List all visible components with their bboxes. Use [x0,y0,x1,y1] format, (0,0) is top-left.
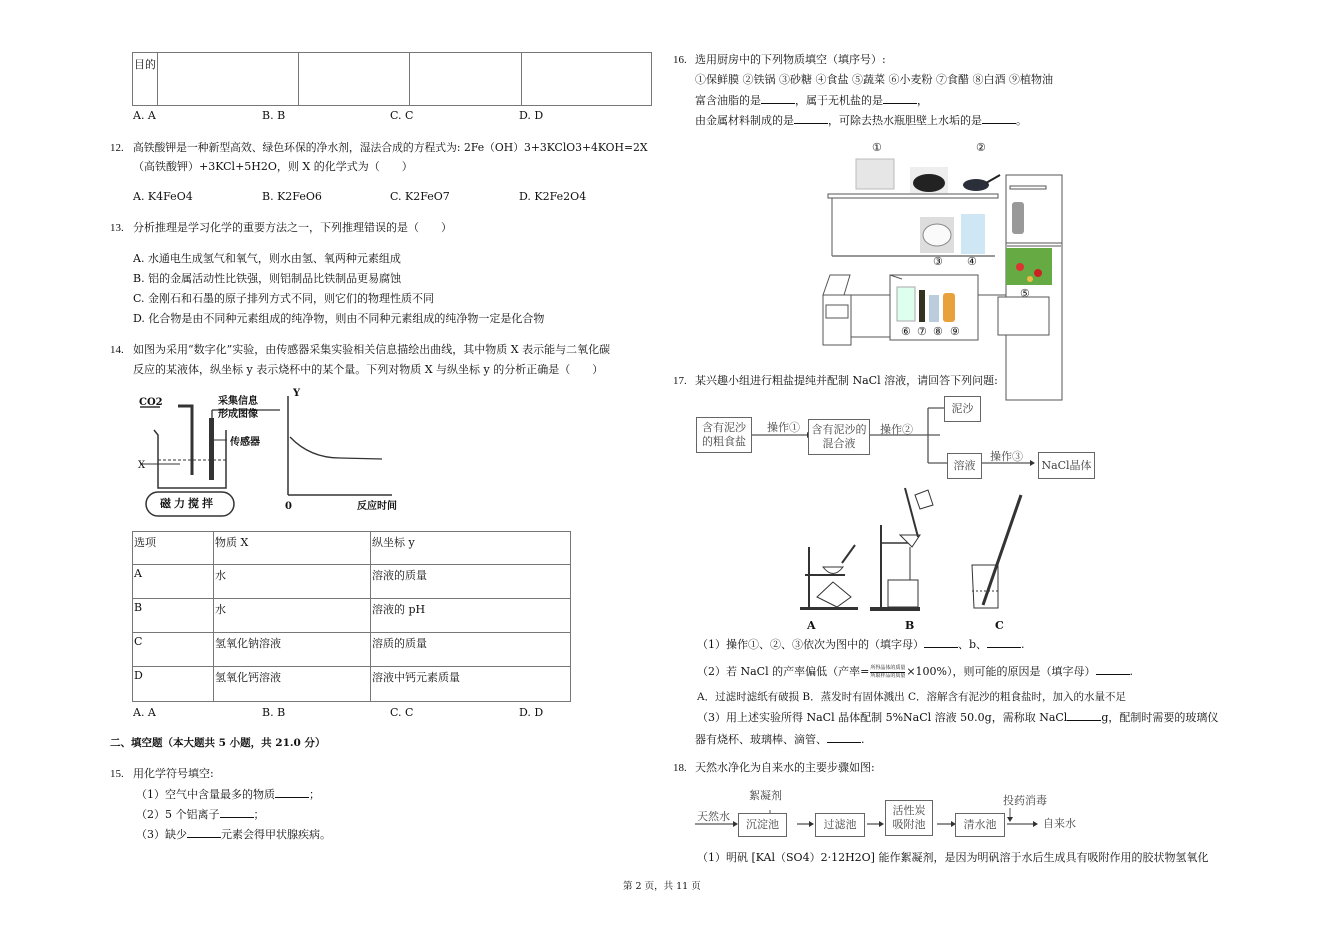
sub-question-text: （3）缺少 [136,828,187,841]
option-a: A. A [133,109,156,122]
flow-box: 含有泥沙的混合液 [808,419,870,455]
table-cell: 目的 [133,53,158,106]
question-stem: （高铁酸钾）+3KCl+5H2O，则 X 的化学式为（ ） [133,160,413,173]
answer-blank[interactable] [924,637,958,648]
item-label: ④ [967,255,977,268]
question-number: 14. [110,344,124,356]
answer-blank[interactable] [883,93,917,104]
q14-table [132,531,571,702]
flow-box: NaCl晶体 [1038,452,1095,479]
y-axis-label: Y [293,388,301,399]
flow-label: 操作② [880,423,913,436]
sub-question-text: 器有烧杯、玻璃棒、滴管、 [695,733,827,746]
option-c: C. 金刚石和石墨的原子排列方式不同，则它们的物理性质不同 [133,292,435,305]
sub-question-text: 富含油脂的是 [695,94,761,107]
sub-question-text: 。 [1016,114,1027,127]
sub-question [136,807,265,822]
table-row [133,565,571,599]
sub-question-text: ×100%），则可能的原因是（填字母） [906,665,1096,678]
flow-box: 沉淀池 [738,813,787,837]
item-label: ② [976,141,986,154]
sub-question-text: （1）操作①、②、③依次为图中的（填字母） [697,638,924,651]
option-b: B. 铝的金属活动性比铁强，则铝制品比铁制品更易腐蚀 [133,272,402,285]
table-header: 选项 [133,532,214,565]
lab-apparatus-figure [765,485,1035,615]
sub-question [136,827,331,842]
flow-box: 溶液 [947,453,982,479]
table-cell: 溶液的 pH [371,599,571,633]
flow-box-text: 活性炭 [892,804,926,817]
question-stem: 分析推理是学习化学的重要方法之一，下列推理错误的是（ ） [133,221,452,234]
question-stem: 高铁酸钾是一种新型高效、绿色环保的净水剂，湿法合成的方程式为: 2Fe（OH）3+3KClO3+4KOH=2X [133,141,648,154]
answer-blank[interactable] [275,787,309,798]
sub-question [695,93,928,108]
table-cell: 氢氧化钠溶液 [214,633,371,667]
option-b: B. K2FeO6 [262,190,322,203]
answer-choices: A．过滤时滤纸有破损 B．蒸发时有固体溅出 C．溶解含有泥沙的粗食盐时，加入的水量不足 [697,691,1127,703]
option-d: D. K2Fe2O4 [519,190,587,203]
question-stem: 如图为采用“数字化”实验，由传感器采集实验相关信息描绘出曲线，其中物质 X 表示能与二氧化碳 [133,343,611,356]
option-a: A. A [133,706,156,719]
question-stem: 天然水净化为自来水的主要步骤如图: [695,761,875,774]
sub-question-text: 由金属材料制成的是 [695,114,794,127]
question-number: 12. [110,142,124,154]
answer-blank[interactable] [827,732,861,743]
question-number: 17. [673,375,687,387]
sub-question-text: ； [309,788,320,801]
item-label: ⑧ [933,325,943,338]
option-c: C. C [390,109,414,122]
answer-blank[interactable] [761,93,795,104]
flow-box: 过滤池 [815,813,865,837]
sub-question-text: （1）空气中含量最多的物质 [136,788,275,801]
table-row [133,633,571,667]
sub-question-text: （3）用上述实验所得 NaCl 晶体配制 5%NaCl 溶液 50.0g，需称取 NaCl [697,711,1068,724]
sub-question: （1）明矾 [KAl（SO4）2·12H2O] 能作絮凝剂，是因为明矾溶于水后生成具有吸附作用的胶状物氢氧化 [697,851,1209,864]
option-c: C. C [390,706,414,719]
table-cell: B [133,599,214,633]
option-a: A. K4FeO4 [133,190,193,203]
table-header: 物质 X [214,532,371,565]
flow-label: 絮凝剂 [749,789,782,802]
page-footer: 第 2 页，共 11 页 [623,881,701,892]
option-d: D. D [519,109,544,122]
sub-question-text: . [1129,665,1134,678]
table-cell: 氢氧化钙溶液 [214,667,371,702]
item-label: ⑤ [1020,287,1030,300]
option-a: A. 水通电生成氢气和氧气，则水由氢、氧两种元素组成 [133,252,401,265]
flow-box: 清水池 [955,813,1005,837]
sub-question-text: 、b、 [958,638,988,651]
sub-question [697,664,1133,680]
apparatus-label-a: A [807,619,816,632]
stirrer-label: 磁力搅拌 [160,497,216,510]
sub-question-text: ，可除去热水瓶胆壁上水垢的是 [828,114,982,127]
answer-blank[interactable] [187,827,221,838]
section-heading: 二、填空题（本大题共 5 小题，共 21.0 分） [110,737,326,749]
flow-label: 操作① [767,421,800,434]
co2-label: CO2 [139,397,163,408]
answer-blank[interactable] [982,113,1016,124]
sub-question-text: ； [253,808,265,821]
question-stem: 反应的某液体，纵坐标 y 表示烧杯中的某个量。下列对物质 X 与纵坐标 y 的分析正确是（ ） [133,363,604,376]
fraction-numerator: 所得晶体的质量 [870,664,906,671]
sub-question-text: （2）若 NaCl 的产率偏低（产率= [697,665,870,678]
sub-question-text: . [861,733,865,746]
apparatus-label-c: C [995,619,1004,632]
option-b: B. B [262,109,286,122]
x-label: X [138,460,146,471]
figure-label: 形成图像 [218,409,258,420]
sub-question [697,710,1218,725]
x-axis-label: 反应时间 [357,501,397,512]
item-label: ③ [933,255,943,268]
fraction-denominator: 所取样品的质量 [870,672,906,679]
table-cell: 溶液的质量 [371,565,571,599]
item-label: ⑨ [950,325,960,338]
flow-box [885,800,933,836]
sub-question [695,113,1027,128]
item-label: ⑥ [901,325,911,338]
table-cell: 水 [214,565,371,599]
sub-question-text: ，属于无机盐的是 [795,94,883,107]
origin-label: 0 [285,501,292,512]
question-number: 18. [673,762,687,774]
item-label: ⑦ [917,325,927,338]
answer-blank[interactable] [794,113,828,124]
table-header: 纵坐标 y [371,532,571,565]
sub-question-text: ， [917,94,928,107]
table-cell: A [133,565,214,599]
flow-box: 泥沙 [944,396,981,422]
question-number: 15. [110,768,124,780]
flow-label: 自来水 [1043,817,1076,830]
option-d: D. D [519,706,544,719]
table-cell: 水 [214,599,371,633]
answer-blank[interactable] [1067,710,1101,721]
apparatus-label-b: B [905,619,915,632]
flow-box-text: 吸附池 [892,818,926,831]
table-cell: 溶液中钙元素质量 [371,667,571,702]
answer-blank[interactable] [220,807,254,818]
sub-question [695,732,865,747]
sub-question-text: . [1021,638,1025,651]
option-c: C. K2FeO7 [390,190,450,203]
question-stem: 选用厨房中的下列物质填空（填序号）: [695,53,886,66]
flow-box: 含有泥沙的粗食盐 [696,417,752,453]
yield-fraction [870,665,905,680]
table-cell: D [133,667,214,702]
question-stem: 用化学符号填空: [133,767,214,780]
sub-question [697,637,1025,652]
table-row [133,599,571,633]
question-number: 16. [673,54,687,66]
flow-label: 天然水 [697,810,730,823]
sub-question-text: g，配制时需要的玻璃仪 [1101,711,1219,724]
answer-blank[interactable] [987,637,1021,648]
item-label: ① [872,141,882,154]
sub-question-text: （2）5 个铝离子 [136,808,220,821]
table-cell: C [133,633,214,667]
sub-question [136,787,320,802]
flow-label: 投药消毒 [1003,794,1047,807]
q11-table [132,52,652,106]
figure-label: 采集信息 [218,396,258,407]
kitchen-figure [820,155,1070,330]
question-number: 13. [110,222,124,234]
flow-label: 操作③ [990,450,1023,463]
table-row [133,667,571,702]
table-cell: 溶质的质量 [371,633,571,667]
item-list: ①保鲜膜 ②铁锅 ③砂糖 ④食盐 ⑤蔬菜 ⑥小麦粉 ⑦食醋 ⑧白酒 ⑨植物油 [695,73,1053,86]
option-d: D. 化合物是由不同种元素组成的纯净物，则由不同种元素组成的纯净物一定是化合物 [133,312,545,325]
sensor-label: 传感器 [230,437,260,448]
option-b: B. B [262,706,286,719]
answer-blank[interactable] [1096,664,1130,675]
question-stem: 某兴趣小组进行粗盐提纯并配制 NaCl 溶液，请回答下列问题: [695,374,998,387]
sub-question-text: 元素会得甲状腺疾病。 [221,828,331,841]
